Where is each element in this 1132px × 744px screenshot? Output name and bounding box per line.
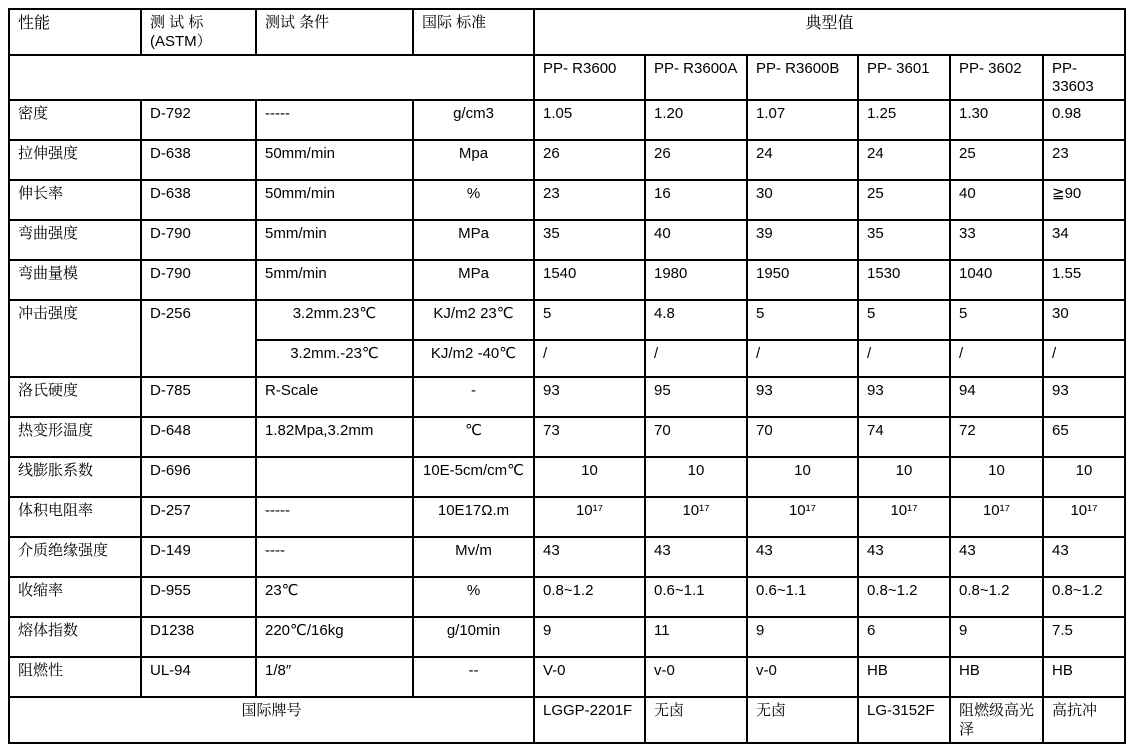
header-model-pp-r3600: PP- R3600 (534, 55, 645, 101)
value-cell: 10¹⁷ (858, 497, 950, 537)
property-cell: 弯曲强度 (9, 220, 141, 260)
value-cell: 93 (534, 377, 645, 417)
value-cell: V-0 (534, 657, 645, 697)
astm-cell: D-955 (141, 577, 256, 617)
value-cell: 0.98 (1043, 100, 1125, 140)
value-cell: 40 (950, 180, 1043, 220)
property-cell: 伸长率 (9, 180, 141, 220)
value-cell: 23 (534, 180, 645, 220)
value-cell: HB (858, 657, 950, 697)
astm-cell: D-638 (141, 140, 256, 180)
unit-cell: 10E17Ω.m (413, 497, 534, 537)
astm-cell: D-785 (141, 377, 256, 417)
header-row-1 (9, 9, 1125, 55)
table-row-flammability (9, 657, 1125, 697)
property-cell: 线膨胀系数 (9, 457, 141, 497)
property-cell: 拉伸强度 (9, 140, 141, 180)
header-property: 性能 (9, 9, 141, 55)
unit-cell: MPa (413, 220, 534, 260)
value-cell: 93 (858, 377, 950, 417)
value-cell: 0.8~1.2 (534, 577, 645, 617)
value-cell: 43 (950, 537, 1043, 577)
table-row-volume-resistivity (9, 497, 1125, 537)
table-row-impact-strength-1 (9, 300, 1125, 340)
grade-cell: LGGP-2201F (534, 697, 645, 743)
unit-cell: g/cm3 (413, 100, 534, 140)
grade-cell: LG-3152F (858, 697, 950, 743)
astm-cell: D-648 (141, 417, 256, 457)
value-cell: 1530 (858, 260, 950, 300)
table-row-linear-expansion (9, 457, 1125, 497)
condition-cell: 5mm/min (256, 220, 413, 260)
table-row-shrinkage (9, 577, 1125, 617)
value-cell: 5 (534, 300, 645, 340)
value-cell: 26 (645, 140, 747, 180)
property-cell: 阻燃性 (9, 657, 141, 697)
table-row-flexural-modulus (9, 260, 1125, 300)
grade-cell: 无卤 (747, 697, 858, 743)
table-row-tensile-strength (9, 140, 1125, 180)
condition-cell (256, 457, 413, 497)
astm-cell: D-790 (141, 220, 256, 260)
condition-cell: 3.2mm.-23℃ (256, 340, 413, 377)
table-row-flexural-strength (9, 220, 1125, 260)
value-cell: 5 (950, 300, 1043, 340)
value-cell: 9 (534, 617, 645, 657)
header-typical-value: 典型值 (534, 9, 1125, 55)
condition-cell: ----- (256, 497, 413, 537)
value-cell: 43 (858, 537, 950, 577)
value-cell: 35 (534, 220, 645, 260)
value-cell: 9 (950, 617, 1043, 657)
value-cell: 10 (858, 457, 950, 497)
value-cell: 93 (1043, 377, 1125, 417)
property-cell: 冲击强度 (9, 300, 141, 377)
header-row-2 (9, 55, 1125, 101)
value-cell: 43 (1043, 537, 1125, 577)
header-test-standard: 测 试 标 (ASTM） (141, 9, 256, 55)
astm-cell: D-696 (141, 457, 256, 497)
value-cell: 0.6~1.1 (645, 577, 747, 617)
value-cell: 24 (858, 140, 950, 180)
value-cell: 0.6~1.1 (747, 577, 858, 617)
property-cell: 洛氏硬度 (9, 377, 141, 417)
value-cell: 10¹⁷ (534, 497, 645, 537)
value-cell: 30 (747, 180, 858, 220)
intl-grade-label: 国际牌号 (9, 697, 534, 743)
value-cell: 6 (858, 617, 950, 657)
value-cell: 39 (747, 220, 858, 260)
value-cell: 10¹⁷ (747, 497, 858, 537)
unit-cell: Mv/m (413, 537, 534, 577)
unit-cell: Mpa (413, 140, 534, 180)
unit-cell: % (413, 577, 534, 617)
properties-table (8, 8, 1126, 744)
property-cell: 体积电阻率 (9, 497, 141, 537)
astm-cell: D-638 (141, 180, 256, 220)
value-cell: 10 (950, 457, 1043, 497)
value-cell: 65 (1043, 417, 1125, 457)
value-cell: 10 (534, 457, 645, 497)
unit-cell: - (413, 377, 534, 417)
value-cell: 74 (858, 417, 950, 457)
value-cell: 10 (645, 457, 747, 497)
table-row-heat-deflection (9, 417, 1125, 457)
grade-cell: 高抗冲 (1043, 697, 1125, 743)
value-cell: 40 (645, 220, 747, 260)
value-cell: 43 (645, 537, 747, 577)
condition-cell: 1.82Mpa,3.2mm (256, 417, 413, 457)
unit-cell: g/10min (413, 617, 534, 657)
value-cell: 33 (950, 220, 1043, 260)
property-cell: 热变形温度 (9, 417, 141, 457)
condition-cell: 5mm/min (256, 260, 413, 300)
astm-cell: D-792 (141, 100, 256, 140)
value-cell: 1.30 (950, 100, 1043, 140)
astm-cell: UL-94 (141, 657, 256, 697)
table-row-melt-index (9, 617, 1125, 657)
value-cell: 35 (858, 220, 950, 260)
value-cell: / (747, 340, 858, 377)
condition-cell: 50mm/min (256, 140, 413, 180)
value-cell: 1.05 (534, 100, 645, 140)
header-model-pp-r3600b: PP- R3600B (747, 55, 858, 101)
value-cell: 4.8 (645, 300, 747, 340)
value-cell: 1.20 (645, 100, 747, 140)
unit-cell: 10E-5cm/cm℃ (413, 457, 534, 497)
value-cell: 5 (858, 300, 950, 340)
value-cell: / (1043, 340, 1125, 377)
astm-cell: D1238 (141, 617, 256, 657)
header-test-condition: 测试 条件 (256, 9, 413, 55)
value-cell: HB (1043, 657, 1125, 697)
astm-cell: D-256 (141, 300, 256, 377)
grade-cell: 无卤 (645, 697, 747, 743)
value-cell: / (950, 340, 1043, 377)
value-cell: 1980 (645, 260, 747, 300)
value-cell: 94 (950, 377, 1043, 417)
condition-cell: ----- (256, 100, 413, 140)
table-row-rockwell-hardness (9, 377, 1125, 417)
value-cell: v-0 (645, 657, 747, 697)
value-cell: 95 (645, 377, 747, 417)
value-cell: 72 (950, 417, 1043, 457)
condition-cell: 23℃ (256, 577, 413, 617)
property-cell: 收缩率 (9, 577, 141, 617)
header-model-pp-3602: PP- 3602 (950, 55, 1043, 101)
astm-cell: D-149 (141, 537, 256, 577)
value-cell: 10¹⁷ (1043, 497, 1125, 537)
value-cell: 1950 (747, 260, 858, 300)
value-cell: 10¹⁷ (645, 497, 747, 537)
value-cell: 25 (950, 140, 1043, 180)
value-cell: 11 (645, 617, 747, 657)
header-intl-standard: 国际 标准 (413, 9, 534, 55)
astm-cell: D-790 (141, 260, 256, 300)
property-cell: 弯曲量模 (9, 260, 141, 300)
value-cell: 16 (645, 180, 747, 220)
unit-cell: KJ/m2 -40℃ (413, 340, 534, 377)
property-cell: 熔体指数 (9, 617, 141, 657)
table-row-dielectric-strength (9, 537, 1125, 577)
header-model-pp-33603: PP- 33603 (1043, 55, 1125, 101)
unit-cell: ℃ (413, 417, 534, 457)
grade-cell: 阻燃级高光泽 (950, 697, 1043, 743)
condition-cell: 3.2mm.23℃ (256, 300, 413, 340)
header-model-pp-r3600a: PP- R3600A (645, 55, 747, 101)
value-cell: 43 (747, 537, 858, 577)
value-cell: 1.25 (858, 100, 950, 140)
value-cell: 5 (747, 300, 858, 340)
astm-cell: D-257 (141, 497, 256, 537)
value-cell: 30 (1043, 300, 1125, 340)
unit-cell: MPa (413, 260, 534, 300)
table-row-elongation (9, 180, 1125, 220)
header-model-pp-3601: PP- 3601 (858, 55, 950, 101)
value-cell: 0.8~1.2 (950, 577, 1043, 617)
value-cell: 1.07 (747, 100, 858, 140)
value-cell: 73 (534, 417, 645, 457)
value-cell: 1040 (950, 260, 1043, 300)
value-cell: 25 (858, 180, 950, 220)
value-cell: 10 (747, 457, 858, 497)
value-cell: 10 (1043, 457, 1125, 497)
value-cell: / (645, 340, 747, 377)
value-cell: / (534, 340, 645, 377)
value-cell: 70 (747, 417, 858, 457)
value-cell: 43 (534, 537, 645, 577)
value-cell: 70 (645, 417, 747, 457)
value-cell: 9 (747, 617, 858, 657)
value-cell: / (858, 340, 950, 377)
value-cell: 24 (747, 140, 858, 180)
condition-cell: ---- (256, 537, 413, 577)
property-cell: 密度 (9, 100, 141, 140)
table-row-intl-grade (9, 697, 1125, 743)
value-cell: v-0 (747, 657, 858, 697)
value-cell: 34 (1043, 220, 1125, 260)
table-row-density (9, 100, 1125, 140)
value-cell: 93 (747, 377, 858, 417)
value-cell: 1540 (534, 260, 645, 300)
value-cell: 7.5 (1043, 617, 1125, 657)
unit-cell: % (413, 180, 534, 220)
value-cell: 0.8~1.2 (1043, 577, 1125, 617)
value-cell: ≧90 (1043, 180, 1125, 220)
condition-cell: 1/8″ (256, 657, 413, 697)
condition-cell: 50mm/min (256, 180, 413, 220)
value-cell: 1.55 (1043, 260, 1125, 300)
unit-cell: -- (413, 657, 534, 697)
condition-cell: R-Scale (256, 377, 413, 417)
value-cell: HB (950, 657, 1043, 697)
header-empty-cell (9, 55, 534, 101)
value-cell: 0.8~1.2 (858, 577, 950, 617)
unit-cell: KJ/m2 23℃ (413, 300, 534, 340)
value-cell: 23 (1043, 140, 1125, 180)
condition-cell: 220℃/16kg (256, 617, 413, 657)
value-cell: 10¹⁷ (950, 497, 1043, 537)
value-cell: 26 (534, 140, 645, 180)
property-cell: 介质绝缘强度 (9, 537, 141, 577)
